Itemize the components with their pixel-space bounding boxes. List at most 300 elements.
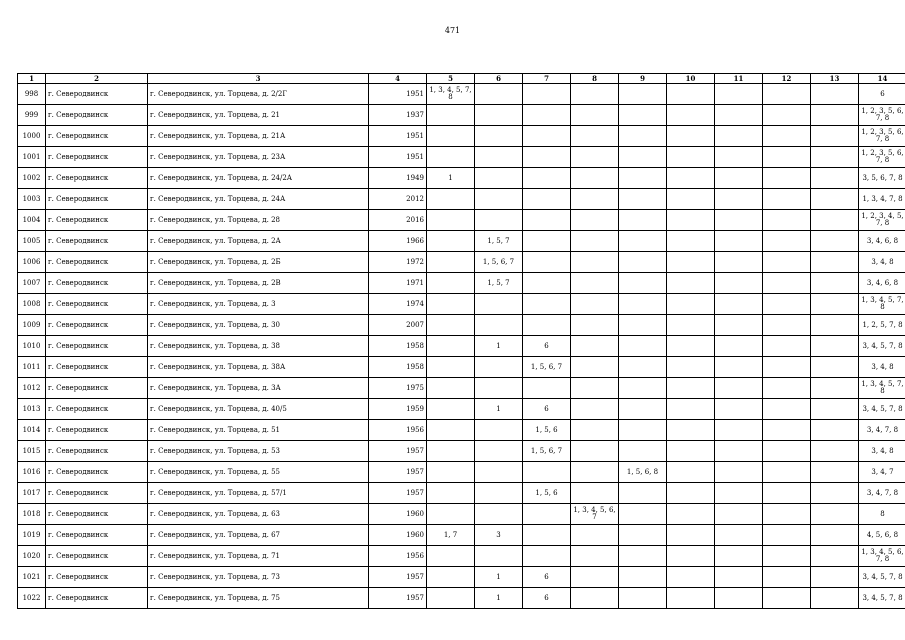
col13-cell [811,168,859,189]
col11-cell [715,210,763,231]
address-cell: г. Северодвинск, ул. Торцева, д. 40/5 [148,399,369,420]
col12-cell [763,420,811,441]
row-number-cell: 1007 [18,273,46,294]
col12-cell [763,315,811,336]
col14-cell: 3, 4, 6, 8 [859,231,905,252]
year-cell: 2016 [369,210,427,231]
col10-cell [667,147,715,168]
col6-cell: 1, 5, 7 [475,231,523,252]
col11-cell [715,504,763,525]
col10-cell [667,378,715,399]
col11-cell [715,462,763,483]
col10-cell [667,357,715,378]
col11-cell [715,315,763,336]
col12-cell [763,357,811,378]
col9-cell [619,504,667,525]
table-row [18,315,905,336]
locality-cell: г. Северодвинск [46,525,148,546]
locality-cell: г. Северодвинск [46,105,148,126]
col14-cell: 3, 4, 7 [859,462,905,483]
col13-cell [811,441,859,462]
col9-cell [619,294,667,315]
col5-cell [427,231,475,252]
col13-cell [811,126,859,147]
col13-cell [811,252,859,273]
col9-cell [619,252,667,273]
locality-cell: г. Северодвинск [46,210,148,231]
col11-cell [715,441,763,462]
col9-cell [619,105,667,126]
col12-cell [763,483,811,504]
header-row [18,74,905,84]
col6-cell [475,483,523,504]
col12-cell [763,546,811,567]
col13-cell [811,504,859,525]
col9-cell [619,441,667,462]
col10-cell [667,105,715,126]
col12-cell [763,231,811,252]
col6-cell [475,105,523,126]
column-header-9: 9 [619,74,667,84]
row-number-cell: 999 [18,105,46,126]
locality-cell: г. Северодвинск [46,357,148,378]
col13-cell [811,315,859,336]
row-number-cell: 1009 [18,315,46,336]
col13-cell [811,483,859,504]
locality-cell: г. Северодвинск [46,252,148,273]
col11-cell [715,567,763,588]
locality-cell: г. Северодвинск [46,441,148,462]
year-cell: 2007 [369,315,427,336]
row-number-cell: 1014 [18,420,46,441]
col10-cell [667,231,715,252]
col10-cell [667,462,715,483]
col7-cell: 6 [523,567,571,588]
col7-cell [523,294,571,315]
col10-cell [667,588,715,609]
col9-cell [619,336,667,357]
col14-cell: 3, 4, 5, 7, 8 [859,399,905,420]
col6-cell [475,357,523,378]
col5-cell [427,126,475,147]
col5-cell [427,252,475,273]
col8-cell [571,336,619,357]
col7-cell [523,504,571,525]
col14-cell: 1, 3, 4, 5, 6, 7, 8 [859,546,905,567]
row-number-cell: 1012 [18,378,46,399]
col11-cell [715,273,763,294]
locality-cell: г. Северодвинск [46,231,148,252]
col10-cell [667,252,715,273]
row-number-cell: 1006 [18,252,46,273]
col8-cell [571,399,619,420]
row-number-cell: 1013 [18,399,46,420]
address-cell: г. Северодвинск, ул. Торцева, д. 38А [148,357,369,378]
col12-cell [763,210,811,231]
col10-cell [667,336,715,357]
year-cell: 1957 [369,441,427,462]
col7-cell [523,462,571,483]
col7-cell [523,105,571,126]
col8-cell [571,126,619,147]
col12-cell [763,168,811,189]
col12-cell [763,588,811,609]
locality-cell: г. Северодвинск [46,84,148,105]
col8-cell [571,189,619,210]
row-number-cell: 1015 [18,441,46,462]
col10-cell [667,126,715,147]
col5-cell: 1, 7 [427,525,475,546]
col7-cell: 6 [523,399,571,420]
col11-cell [715,546,763,567]
col13-cell [811,84,859,105]
locality-cell: г. Северодвинск [46,546,148,567]
col10-cell [667,189,715,210]
row-number-cell: 1018 [18,504,46,525]
col7-cell [523,525,571,546]
col9-cell [619,189,667,210]
col8-cell [571,567,619,588]
column-header-8: 8 [571,74,619,84]
year-cell: 1958 [369,357,427,378]
col7-cell [523,84,571,105]
locality-cell: г. Северодвинск [46,168,148,189]
col9-cell [619,168,667,189]
col6-cell [475,462,523,483]
col5-cell [427,546,475,567]
row-number-cell: 1021 [18,567,46,588]
col10-cell [667,399,715,420]
col9-cell [619,567,667,588]
col13-cell [811,525,859,546]
col11-cell [715,588,763,609]
col9-cell [619,357,667,378]
column-header-3: 3 [148,74,369,84]
col5-cell [427,462,475,483]
table-row [18,168,905,189]
col6-cell: 1, 5, 6, 7 [475,252,523,273]
col10-cell [667,420,715,441]
col14-cell: 3, 4, 8 [859,441,905,462]
table-row [18,399,905,420]
col6-cell [475,378,523,399]
col14-cell: 8 [859,504,905,525]
col7-cell [523,231,571,252]
col6-cell [475,420,523,441]
row-number-cell: 1002 [18,168,46,189]
address-cell: г. Северодвинск, ул. Торцева, д. 53 [148,441,369,462]
col14-cell: 1, 2, 3, 4, 5, 7, 8 [859,210,905,231]
col5-cell [427,294,475,315]
table-row [18,231,905,252]
col5-cell [427,273,475,294]
col8-cell [571,105,619,126]
col5-cell [427,441,475,462]
col9-cell [619,525,667,546]
table-row [18,105,905,126]
col6-cell: 1 [475,336,523,357]
col5-cell [427,189,475,210]
col14-cell: 3, 4, 5, 7, 8 [859,336,905,357]
col11-cell [715,84,763,105]
address-cell: г. Северодвинск, ул. Торцева, д. 75 [148,588,369,609]
col5-cell [427,399,475,420]
col6-cell [475,210,523,231]
col8-cell [571,210,619,231]
col8-cell [571,315,619,336]
col7-cell: 1, 5, 6, 7 [523,357,571,378]
col12-cell [763,252,811,273]
col7-cell: 1, 5, 6 [523,420,571,441]
page-number: 471 [444,26,461,35]
col13-cell [811,147,859,168]
column-header-1: 1 [18,74,46,84]
table-row [18,147,905,168]
col14-cell: 1, 2, 3, 5, 6, 7, 8 [859,105,905,126]
col10-cell [667,504,715,525]
col14-cell: 3, 4, 6, 8 [859,273,905,294]
row-number-cell: 998 [18,84,46,105]
row-number-cell: 1017 [18,483,46,504]
year-cell: 1957 [369,462,427,483]
locality-cell: г. Северодвинск [46,315,148,336]
column-header-12: 12 [763,74,811,84]
col10-cell [667,546,715,567]
locality-cell: г. Северодвинск [46,273,148,294]
column-header-13: 13 [811,74,859,84]
address-cell: г. Северодвинск, ул. Торцева, д. 2В [148,273,369,294]
col14-cell: 3, 4, 5, 7, 8 [859,567,905,588]
year-cell: 1937 [369,105,427,126]
col5-cell [427,420,475,441]
col11-cell [715,294,763,315]
row-number-cell: 1010 [18,336,46,357]
col13-cell [811,357,859,378]
locality-cell: г. Северодвинск [46,399,148,420]
address-cell: г. Северодвинск, ул. Торцева, д. 2Б [148,252,369,273]
col6-cell [475,315,523,336]
table-row [18,420,905,441]
year-cell: 1966 [369,231,427,252]
table-row [18,588,905,609]
col7-cell: 1, 5, 6, 7 [523,441,571,462]
col13-cell [811,378,859,399]
col9-cell [619,84,667,105]
table-row [18,441,905,462]
table-row [18,294,905,315]
col6-cell: 3 [475,525,523,546]
address-cell: г. Северодвинск, ул. Торцева, д. 2/2Г [148,84,369,105]
col8-cell [571,441,619,462]
col5-cell [427,504,475,525]
column-header-2: 2 [46,74,148,84]
col7-cell: 6 [523,588,571,609]
table-row [18,567,905,588]
row-number-cell: 1003 [18,189,46,210]
col13-cell [811,462,859,483]
year-cell: 1949 [369,168,427,189]
col8-cell [571,294,619,315]
col9-cell [619,273,667,294]
address-cell: г. Северодвинск, ул. Торцева, д. 55 [148,462,369,483]
table-row [18,336,905,357]
col12-cell [763,105,811,126]
col14-cell: 3, 5, 6, 7, 8 [859,168,905,189]
row-number-cell: 1004 [18,210,46,231]
col8-cell [571,168,619,189]
col11-cell [715,336,763,357]
year-cell: 1957 [369,567,427,588]
row-number-cell: 1001 [18,147,46,168]
col5-cell [427,105,475,126]
year-cell: 2012 [369,189,427,210]
col8-cell [571,420,619,441]
year-cell: 1975 [369,378,427,399]
column-header-5: 5 [427,74,475,84]
col5-cell [427,483,475,504]
col12-cell [763,462,811,483]
col8-cell [571,483,619,504]
table-row [18,357,905,378]
table-row [18,525,905,546]
col11-cell [715,420,763,441]
column-header-10: 10 [667,74,715,84]
col10-cell [667,483,715,504]
col11-cell [715,252,763,273]
year-cell: 1972 [369,252,427,273]
locality-cell: г. Северодвинск [46,567,148,588]
col14-cell: 1, 2, 3, 5, 6, 7, 8 [859,147,905,168]
col14-cell: 3, 4, 7, 8 [859,483,905,504]
address-cell: г. Северодвинск, ул. Торцева, д. 2А [148,231,369,252]
year-cell: 1956 [369,546,427,567]
address-cell: г. Северодвинск, ул. Торцева, д. 57/1 [148,483,369,504]
col12-cell [763,504,811,525]
col8-cell [571,147,619,168]
col14-cell: 6 [859,84,905,105]
col7-cell [523,168,571,189]
table-body [18,84,905,609]
col5-cell: 1, 3, 4, 5, 7, 8 [427,84,475,105]
col5-cell [427,210,475,231]
col13-cell [811,546,859,567]
locality-cell: г. Северодвинск [46,378,148,399]
col12-cell [763,84,811,105]
year-cell: 1959 [369,399,427,420]
col6-cell: 1, 5, 7 [475,273,523,294]
col6-cell [475,189,523,210]
col10-cell [667,294,715,315]
col12-cell [763,273,811,294]
col8-cell [571,525,619,546]
col9-cell [619,147,667,168]
col10-cell [667,441,715,462]
table-row [18,126,905,147]
col13-cell [811,588,859,609]
address-cell: г. Северодвинск, ул. Торцева, д. 23А [148,147,369,168]
col9-cell [619,126,667,147]
col13-cell [811,567,859,588]
col12-cell [763,525,811,546]
col9-cell: 1, 5, 6, 8 [619,462,667,483]
col12-cell [763,567,811,588]
col8-cell [571,84,619,105]
col9-cell [619,231,667,252]
row-number-cell: 1008 [18,294,46,315]
locality-cell: г. Северодвинск [46,294,148,315]
year-cell: 1951 [369,126,427,147]
address-cell: г. Северодвинск, ул. Торцева, д. 3А [148,378,369,399]
col6-cell: 1 [475,567,523,588]
col13-cell [811,210,859,231]
col7-cell [523,378,571,399]
col13-cell [811,420,859,441]
col8-cell [571,588,619,609]
col5-cell [427,378,475,399]
table-row [18,462,905,483]
year-cell: 1956 [369,420,427,441]
col13-cell [811,231,859,252]
col6-cell [475,126,523,147]
col13-cell [811,399,859,420]
year-cell: 1960 [369,525,427,546]
row-number-cell: 1016 [18,462,46,483]
col12-cell [763,378,811,399]
year-cell: 1957 [369,483,427,504]
locality-cell: г. Северодвинск [46,483,148,504]
address-cell: г. Северодвинск, ул. Торцева, д. 71 [148,546,369,567]
col7-cell [523,147,571,168]
locality-cell: г. Северодвинск [46,462,148,483]
col12-cell [763,441,811,462]
row-number-cell: 1022 [18,588,46,609]
col10-cell [667,168,715,189]
year-cell: 1958 [369,336,427,357]
col13-cell [811,105,859,126]
address-cell: г. Северодвинск, ул. Торцева, д. 38 [148,336,369,357]
col14-cell: 1, 3, 4, 5, 7, 8 [859,378,905,399]
locality-cell: г. Северодвинск [46,504,148,525]
col6-cell: 1 [475,588,523,609]
address-cell: г. Северодвинск, ул. Торцева, д. 21А [148,126,369,147]
col9-cell [619,315,667,336]
col11-cell [715,189,763,210]
address-cell: г. Северодвинск, ул. Торцева, д. 24А [148,189,369,210]
col8-cell: 1, 3, 4, 5, 6, 7 [571,504,619,525]
col11-cell [715,168,763,189]
col14-cell: 3, 4, 7, 8 [859,420,905,441]
col6-cell [475,441,523,462]
col13-cell [811,336,859,357]
table-row [18,210,905,231]
col7-cell: 6 [523,336,571,357]
col11-cell [715,399,763,420]
col5-cell [427,357,475,378]
address-cell: г. Северодвинск, ул. Торцева, д. 21 [148,105,369,126]
col8-cell [571,252,619,273]
col6-cell [475,546,523,567]
row-number-cell: 1019 [18,525,46,546]
col5-cell [427,336,475,357]
locality-cell: г. Северодвинск [46,189,148,210]
year-cell: 1951 [369,84,427,105]
registry-table [17,73,905,609]
col7-cell [523,546,571,567]
col9-cell [619,420,667,441]
year-cell: 1974 [369,294,427,315]
col12-cell [763,126,811,147]
table-row [18,189,905,210]
